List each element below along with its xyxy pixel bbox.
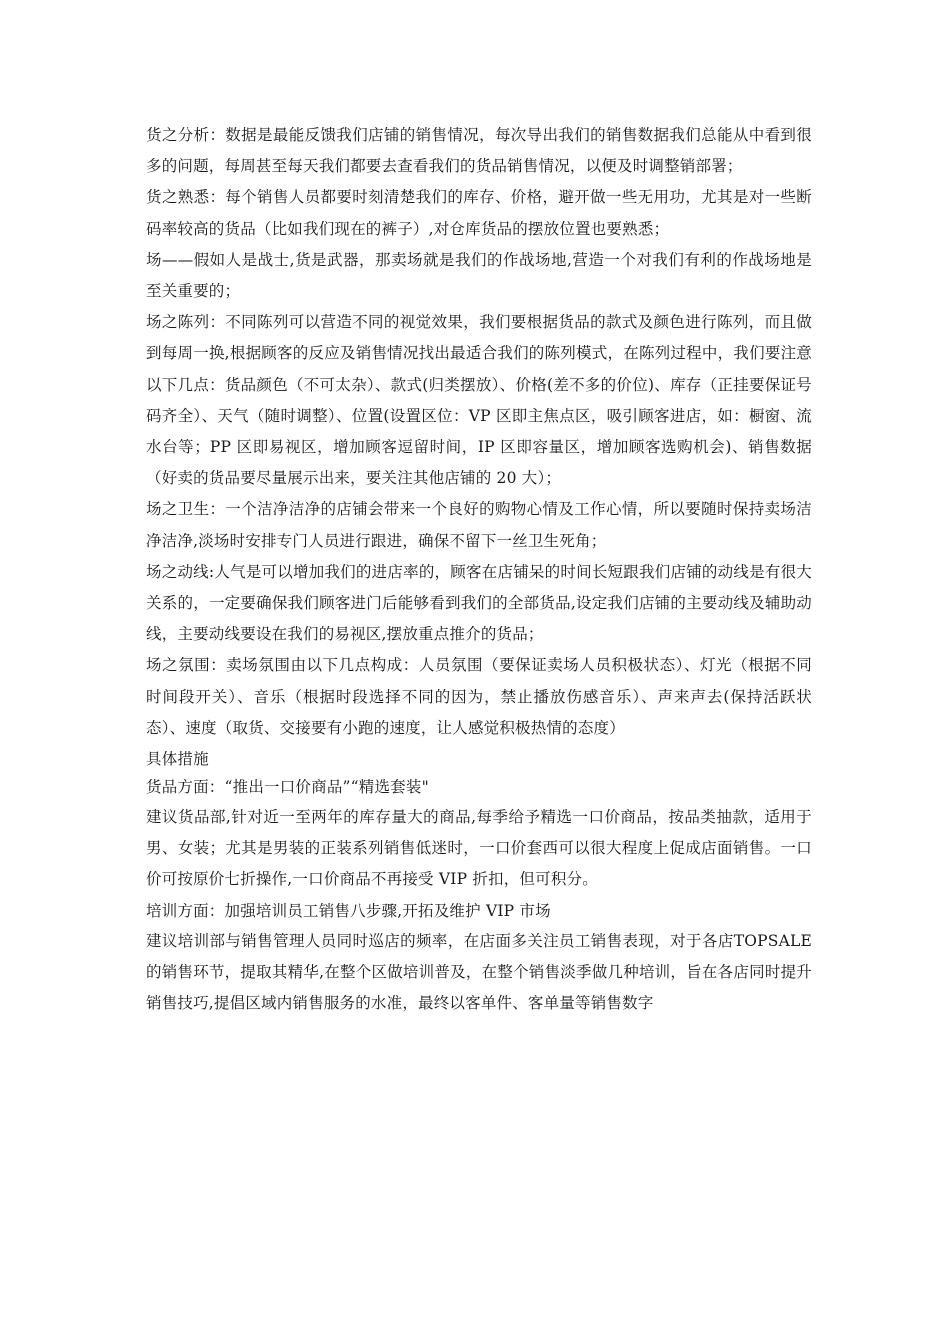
paragraph-goods-proposal: 建议货品部,针对近一至两年的库存量大的商品,每季给予精选一口价商品，按品类抽款，适用于男、女装；尤其是男装的正装系列销售低迷时，一口价套西可以很大程度上促成店面销售。一口价可按原价七折操作,一口价商品不再接受 VIP 折扣，但可积分。 <box>146 808 812 889</box>
paragraph-venue-display: 场之陈列：不同陈列可以营造不同的视觉效果，我们要根据货品的款式及颜色进行陈列，而且做到每周一换,根据顾客的反应及销售情况找出最适合我们的陈列模式，在陈列过程中，我们要注意以下几点：货品颜色（不可太杂）、款式(归类摆放）、价格(差不多的价位)、库存（正挂要保证号码齐全）、天气（随时调整）、位置(设置区位：VP 区即主焦点区，吸引顾客进店，如：橱窗、流水台等；PP 区即易视区，增加顾客逗留时间，IP 区即容量区，增加顾客选购机会)、销售数据（好卖的货品要尽量展示出来，要关注其他店铺的 20 大）； <box>146 313 812 488</box>
paragraph-training-proposal: 建议培训部与销售管理人员同时巡店的频率，在店面多关注员工销售表现，对于各店TOPSALE 的销售环节，提取其精华,在整个区做培训普及，在整个销售淡季做几种培训，旨在各店同时提升销售技巧,提倡区域内销售服务的水准，最终以客单件、客单量等销售数字 <box>146 931 812 1013</box>
paragraph-venue-traffic-flow: 场之动线:人气是可以增加我们的进店率的，顾客在店铺呆的时间长短跟我们店铺的动线是有很大关系的，一定要确保我们顾客进门后能够看到我们的全部货品,设定我们店铺的主要动线及辅助动线，主要动线要设在我们的易视区,摆放重点推介的货品； <box>146 562 812 644</box>
subheading-training: 培训方面：加强培训员工销售八步骤,开拓及维护 VIP 市场 <box>146 901 551 920</box>
paragraph-venue-atmosphere: 场之氛围：卖场氛围由以下几点构成：人员氛围（要保证卖场人员积极状态）、灯光（根据不同时间段开关）、音乐（根据时段选择不同的因为，禁止播放伤感音乐）、声来声去(保持活跃状态）、速度（取货、交接要有小跑的速度，让人感觉积极热情的态度） <box>146 656 812 737</box>
subheading-goods: 货品方面：“推出一口价商品”“精选套装" <box>146 778 429 797</box>
paragraph-venue-hygiene: 场之卫生：一个洁净洁净的店铺会带来一个良好的购物心情及工作心情，所以要随时保持卖场洁净洁净,淡场时安排专门人员进行跟进，确保不留下一丝卫生死角； <box>146 500 812 550</box>
paragraph-goods-familiarity: 货之熟悉：每个销售人员都要时刻清楚我们的库存、价格，避开做一些无用功，尤其是对一些断码率较高的货品（比如我们现在的裤子）,对仓库货品的摆放位置也要熟悉； <box>146 188 812 238</box>
paragraph-venue-intro: 场——假如人是战士,货是武器，那卖场就是我们的作战场地,营造一个对我们有利的作战场地是至关重要的； <box>146 250 812 301</box>
document-body <box>146 120 812 1019</box>
section-heading-measures: 具体措施 <box>146 750 209 769</box>
paragraph-goods-analysis: 货之分析：数据是最能反馈我们店铺的销售情况，每次导出我们的销售数据我们总能从中看到很多的问题，每周甚至每天我们都要去查看我们的货品销售情况，以便及时调整销部署； <box>146 126 812 176</box>
